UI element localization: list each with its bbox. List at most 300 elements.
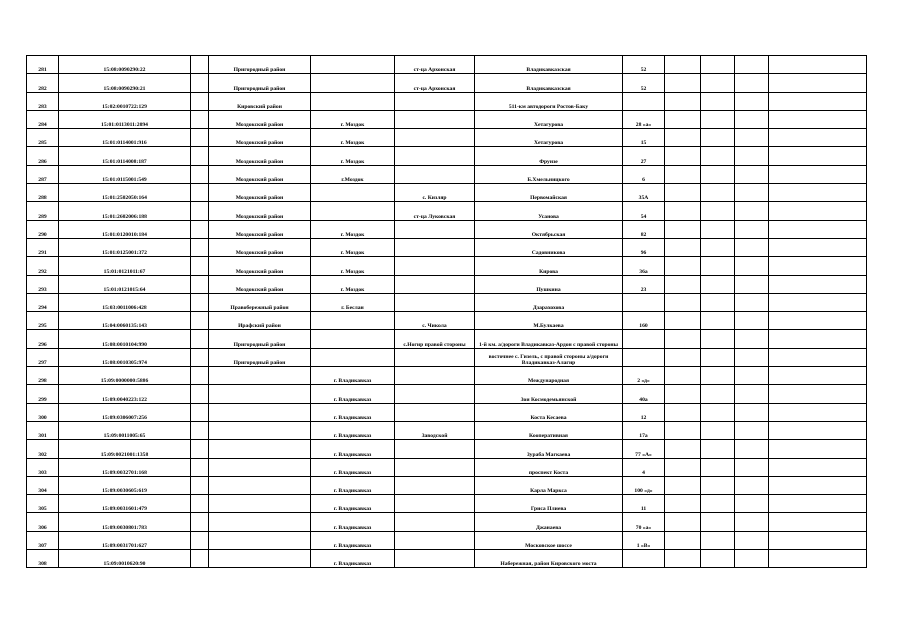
table-row xyxy=(27,92,867,110)
extra-cell-2 xyxy=(701,238,735,256)
district-cell xyxy=(209,403,311,421)
district-cell: Моздокский район xyxy=(209,129,311,147)
extra-cell-2 xyxy=(701,257,735,275)
district-cell: Кировский район xyxy=(209,92,311,110)
empty-cell xyxy=(769,476,867,494)
table-row xyxy=(27,458,867,476)
house-number-cell: 54 xyxy=(623,202,665,220)
house-number-cell xyxy=(623,348,665,366)
house-number-cell xyxy=(623,293,665,311)
settlement-cell: с. Кизляр xyxy=(395,184,475,202)
extra-cell-1 xyxy=(665,184,701,202)
city-cell: г. Владикавказ xyxy=(311,513,395,531)
settlement-cell: с.Ногир правой стороны xyxy=(395,330,475,348)
extra-cell-3 xyxy=(735,458,769,476)
cadastral-number-cell: 15:04:0060135:143 xyxy=(59,312,191,330)
row-number-cell: 290 xyxy=(27,220,59,238)
house-number-cell: 52 xyxy=(623,74,665,92)
city-cell xyxy=(311,184,395,202)
row-number-cell: 294 xyxy=(27,293,59,311)
extra-cell-2 xyxy=(701,550,735,568)
extra-cell-1 xyxy=(665,275,701,293)
empty-cell xyxy=(191,257,209,275)
extra-cell-1 xyxy=(665,440,701,458)
city-cell: г. Моздок xyxy=(311,275,395,293)
street-cell: Зураба Магкаева xyxy=(475,440,623,458)
cadastral-number-cell: 15:08:0010104:990 xyxy=(59,330,191,348)
house-number-cell: 1 «В» xyxy=(623,531,665,549)
row-number-cell: 301 xyxy=(27,421,59,439)
extra-cell-2 xyxy=(701,330,735,348)
extra-cell-3 xyxy=(735,56,769,74)
row-number-cell: 297 xyxy=(27,348,59,366)
empty-cell xyxy=(191,293,209,311)
empty-cell xyxy=(769,275,867,293)
registry-sheet xyxy=(26,55,866,568)
district-cell: Моздокский район xyxy=(209,110,311,128)
empty-cell xyxy=(769,421,867,439)
house-number-cell: 100 «д» xyxy=(623,476,665,494)
empty-cell xyxy=(191,220,209,238)
extra-cell-3 xyxy=(735,330,769,348)
row-number-cell: 281 xyxy=(27,56,59,74)
city-cell: г. Моздок xyxy=(311,129,395,147)
city-cell: г.Моздок xyxy=(311,165,395,183)
table-row xyxy=(27,531,867,549)
row-number-cell: 291 xyxy=(27,238,59,256)
street-cell: Хетагурова xyxy=(475,110,623,128)
cadastral-number-cell: 15:01:0120010:184 xyxy=(59,220,191,238)
extra-cell-1 xyxy=(665,385,701,403)
extra-cell-1 xyxy=(665,110,701,128)
street-cell: Пушкина xyxy=(475,275,623,293)
settlement-cell xyxy=(395,476,475,494)
district-cell: Пригородный район xyxy=(209,74,311,92)
extra-cell-3 xyxy=(735,129,769,147)
empty-cell xyxy=(769,348,867,366)
district-cell xyxy=(209,495,311,513)
extra-cell-2 xyxy=(701,74,735,92)
empty-cell xyxy=(191,184,209,202)
house-number-cell: 2 «д» xyxy=(623,367,665,385)
city-cell xyxy=(311,348,395,366)
table-row xyxy=(27,129,867,147)
district-cell: Правобережный район xyxy=(209,293,311,311)
city-cell: г. Моздок xyxy=(311,220,395,238)
row-number-cell: 308 xyxy=(27,550,59,568)
city-cell: г. Беслан xyxy=(311,293,395,311)
house-number-cell: 96 xyxy=(623,238,665,256)
extra-cell-2 xyxy=(701,513,735,531)
city-cell xyxy=(311,312,395,330)
extra-cell-1 xyxy=(665,513,701,531)
extra-cell-1 xyxy=(665,129,701,147)
street-cell: Дзарахохова xyxy=(475,293,623,311)
table-row xyxy=(27,348,867,366)
extra-cell-2 xyxy=(701,458,735,476)
house-number-cell: 27 xyxy=(623,147,665,165)
row-number-cell: 293 xyxy=(27,275,59,293)
row-number-cell: 289 xyxy=(27,202,59,220)
extra-cell-2 xyxy=(701,202,735,220)
extra-cell-3 xyxy=(735,184,769,202)
extra-cell-3 xyxy=(735,403,769,421)
street-cell: Коста Кесаева xyxy=(475,403,623,421)
empty-cell xyxy=(191,74,209,92)
cadastral-number-cell: 15:09:0031601:479 xyxy=(59,495,191,513)
extra-cell-1 xyxy=(665,147,701,165)
row-number-cell: 303 xyxy=(27,458,59,476)
extra-cell-3 xyxy=(735,513,769,531)
extra-cell-3 xyxy=(735,74,769,92)
district-cell: Моздокский район xyxy=(209,202,311,220)
house-number-cell: 77 «А» xyxy=(623,440,665,458)
extra-cell-1 xyxy=(665,257,701,275)
empty-cell xyxy=(769,458,867,476)
extra-cell-3 xyxy=(735,476,769,494)
district-cell xyxy=(209,367,311,385)
table-row xyxy=(27,476,867,494)
empty-cell xyxy=(769,220,867,238)
empty-cell xyxy=(191,165,209,183)
settlement-cell xyxy=(395,129,475,147)
settlement-cell xyxy=(395,385,475,403)
district-cell: Ирафский район xyxy=(209,312,311,330)
house-number-cell: 15 xyxy=(623,129,665,147)
extra-cell-3 xyxy=(735,421,769,439)
extra-cell-3 xyxy=(735,495,769,513)
empty-cell xyxy=(191,403,209,421)
extra-cell-3 xyxy=(735,275,769,293)
extra-cell-2 xyxy=(701,92,735,110)
extra-cell-2 xyxy=(701,184,735,202)
extra-cell-3 xyxy=(735,147,769,165)
house-number-cell: 17а xyxy=(623,421,665,439)
street-cell: Октябрьская xyxy=(475,220,623,238)
street-cell: Зои Космодемьянской xyxy=(475,385,623,403)
city-cell: г. Моздок xyxy=(311,238,395,256)
district-cell: Моздокский район xyxy=(209,238,311,256)
street-cell: Первомайская xyxy=(475,184,623,202)
house-number-cell: 70 «а» xyxy=(623,513,665,531)
house-number-cell xyxy=(623,550,665,568)
cadastral-number-cell: 15:08:0090290:22 xyxy=(59,56,191,74)
city-cell: г. Владикавказ xyxy=(311,495,395,513)
table-row xyxy=(27,275,867,293)
row-number-cell: 287 xyxy=(27,165,59,183)
street-cell: Фрунзе xyxy=(475,147,623,165)
table-row xyxy=(27,330,867,348)
street-cell: М.Булкаева xyxy=(475,312,623,330)
settlement-cell xyxy=(395,403,475,421)
house-number-cell: 36а xyxy=(623,257,665,275)
cadastral-number-cell: 15:09:0031701:627 xyxy=(59,531,191,549)
empty-cell xyxy=(191,202,209,220)
district-cell xyxy=(209,513,311,531)
extra-cell-1 xyxy=(665,74,701,92)
empty-cell xyxy=(769,56,867,74)
house-number-cell: 4 xyxy=(623,458,665,476)
house-number-cell: 40а xyxy=(623,385,665,403)
empty-cell xyxy=(191,348,209,366)
cadastral-number-cell: 15:01:0115001:549 xyxy=(59,165,191,183)
extra-cell-1 xyxy=(665,476,701,494)
street-cell: Гриса Плиева xyxy=(475,495,623,513)
extra-cell-1 xyxy=(665,330,701,348)
extra-cell-3 xyxy=(735,293,769,311)
settlement-cell xyxy=(395,550,475,568)
row-number-cell: 302 xyxy=(27,440,59,458)
settlement-cell xyxy=(395,147,475,165)
settlement-cell xyxy=(395,220,475,238)
house-number-cell xyxy=(623,92,665,110)
empty-cell xyxy=(191,56,209,74)
street-cell: Джанаева xyxy=(475,513,623,531)
extra-cell-2 xyxy=(701,531,735,549)
row-number-cell: 286 xyxy=(27,147,59,165)
city-cell: г. Моздок xyxy=(311,147,395,165)
empty-cell xyxy=(191,110,209,128)
extra-cell-2 xyxy=(701,275,735,293)
empty-cell xyxy=(769,92,867,110)
empty-cell xyxy=(191,476,209,494)
extra-cell-3 xyxy=(735,367,769,385)
extra-cell-2 xyxy=(701,385,735,403)
settlement-cell xyxy=(395,293,475,311)
city-cell: г. Владикавказ xyxy=(311,550,395,568)
table-row xyxy=(27,147,867,165)
district-cell: Моздокский район xyxy=(209,184,311,202)
settlement-cell xyxy=(395,110,475,128)
table-row xyxy=(27,403,867,421)
empty-cell xyxy=(191,421,209,439)
extra-cell-3 xyxy=(735,202,769,220)
row-number-cell: 304 xyxy=(27,476,59,494)
cadastral-number-cell: 15:08:0010305:974 xyxy=(59,348,191,366)
street-cell: 511-км автодороги Ростов-Баку xyxy=(475,92,623,110)
cadastral-number-cell: 15:02:0010722:129 xyxy=(59,92,191,110)
extra-cell-1 xyxy=(665,348,701,366)
table-row xyxy=(27,74,867,92)
row-number-cell: 284 xyxy=(27,110,59,128)
empty-cell xyxy=(769,238,867,256)
house-number-cell: 52 xyxy=(623,56,665,74)
extra-cell-1 xyxy=(665,92,701,110)
extra-cell-1 xyxy=(665,421,701,439)
empty-cell xyxy=(769,531,867,549)
empty-cell xyxy=(191,458,209,476)
empty-cell xyxy=(769,495,867,513)
extra-cell-2 xyxy=(701,56,735,74)
settlement-cell xyxy=(395,238,475,256)
table-row xyxy=(27,440,867,458)
extra-cell-2 xyxy=(701,129,735,147)
city-cell: г. Владикавказ xyxy=(311,385,395,403)
district-cell: Пригородный район xyxy=(209,56,311,74)
extra-cell-1 xyxy=(665,202,701,220)
cadastral-number-cell: 15:09:0032701:168 xyxy=(59,458,191,476)
extra-cell-2 xyxy=(701,495,735,513)
district-cell xyxy=(209,421,311,439)
empty-cell xyxy=(769,513,867,531)
extra-cell-3 xyxy=(735,165,769,183)
empty-cell xyxy=(191,312,209,330)
table-row xyxy=(27,312,867,330)
settlement-cell xyxy=(395,348,475,366)
cadastral-number-cell: 15:09:0306007:256 xyxy=(59,403,191,421)
cadastral-number-cell: 15:01:0114008:187 xyxy=(59,147,191,165)
property-registry-table xyxy=(26,55,867,568)
cadastral-number-cell: 15:09:0000000:5886 xyxy=(59,367,191,385)
table-row xyxy=(27,220,867,238)
extra-cell-2 xyxy=(701,147,735,165)
house-number-cell: 12 xyxy=(623,403,665,421)
empty-cell xyxy=(769,257,867,275)
street-cell: Б.Хмельницкого xyxy=(475,165,623,183)
empty-cell xyxy=(769,330,867,348)
house-number-cell: 35А xyxy=(623,184,665,202)
row-number-cell: 288 xyxy=(27,184,59,202)
cadastral-number-cell: 15:09:0030605:619 xyxy=(59,476,191,494)
city-cell xyxy=(311,74,395,92)
extra-cell-1 xyxy=(665,495,701,513)
extra-cell-1 xyxy=(665,312,701,330)
city-cell: г. Владикавказ xyxy=(311,476,395,494)
city-cell xyxy=(311,92,395,110)
extra-cell-2 xyxy=(701,440,735,458)
settlement-cell xyxy=(395,275,475,293)
settlement-cell xyxy=(395,440,475,458)
row-number-cell: 283 xyxy=(27,92,59,110)
settlement-cell xyxy=(395,165,475,183)
settlement-cell xyxy=(395,92,475,110)
extra-cell-2 xyxy=(701,421,735,439)
empty-cell xyxy=(191,495,209,513)
extra-cell-2 xyxy=(701,312,735,330)
extra-cell-2 xyxy=(701,403,735,421)
table-row xyxy=(27,202,867,220)
empty-cell xyxy=(769,312,867,330)
settlement-cell: ст-ца Луковская xyxy=(395,202,475,220)
settlement-cell: ст-ца Архонская xyxy=(395,74,475,92)
empty-cell xyxy=(191,513,209,531)
city-cell: г. Владикавказ xyxy=(311,531,395,549)
row-number-cell: 295 xyxy=(27,312,59,330)
district-cell xyxy=(209,531,311,549)
district-cell: Моздокский район xyxy=(209,147,311,165)
table-row xyxy=(27,513,867,531)
row-number-cell: 296 xyxy=(27,330,59,348)
empty-cell xyxy=(769,385,867,403)
empty-cell xyxy=(191,330,209,348)
row-number-cell: 305 xyxy=(27,495,59,513)
district-cell: Пригородный район xyxy=(209,330,311,348)
empty-cell xyxy=(769,202,867,220)
settlement-cell xyxy=(395,513,475,531)
extra-cell-1 xyxy=(665,56,701,74)
city-cell: г. Владикавказ xyxy=(311,421,395,439)
table-row xyxy=(27,385,867,403)
row-number-cell: 298 xyxy=(27,367,59,385)
house-number-cell: 11 xyxy=(623,495,665,513)
settlement-cell: ст-ца Архонская xyxy=(395,56,475,74)
row-number-cell: 285 xyxy=(27,129,59,147)
row-number-cell: 292 xyxy=(27,257,59,275)
cadastral-number-cell: 15:01:2502050:164 xyxy=(59,184,191,202)
empty-cell xyxy=(769,74,867,92)
city-cell: г. Моздок xyxy=(311,110,395,128)
extra-cell-3 xyxy=(735,238,769,256)
street-cell: проспект Коста xyxy=(475,458,623,476)
empty-cell xyxy=(769,110,867,128)
table-row xyxy=(27,421,867,439)
district-cell: Моздокский район xyxy=(209,165,311,183)
table-row xyxy=(27,550,867,568)
empty-cell xyxy=(769,293,867,311)
extra-cell-1 xyxy=(665,238,701,256)
row-number-cell: 300 xyxy=(27,403,59,421)
city-cell xyxy=(311,202,395,220)
table-row xyxy=(27,367,867,385)
table-row xyxy=(27,110,867,128)
house-number-cell xyxy=(623,330,665,348)
table-row xyxy=(27,165,867,183)
street-cell: Кооперативная xyxy=(475,421,623,439)
empty-cell xyxy=(769,129,867,147)
cadastral-number-cell: 15:01:0114001:916 xyxy=(59,129,191,147)
extra-cell-3 xyxy=(735,312,769,330)
extra-cell-1 xyxy=(665,550,701,568)
table-row xyxy=(27,293,867,311)
table-row xyxy=(27,238,867,256)
empty-cell xyxy=(769,367,867,385)
cadastral-number-cell: 15:09:0040223:122 xyxy=(59,385,191,403)
district-cell xyxy=(209,476,311,494)
empty-cell xyxy=(191,550,209,568)
extra-cell-2 xyxy=(701,367,735,385)
extra-cell-1 xyxy=(665,458,701,476)
empty-cell xyxy=(191,238,209,256)
extra-cell-2 xyxy=(701,220,735,238)
extra-cell-1 xyxy=(665,165,701,183)
empty-cell xyxy=(191,92,209,110)
city-cell xyxy=(311,56,395,74)
row-number-cell: 307 xyxy=(27,531,59,549)
extra-cell-3 xyxy=(735,385,769,403)
extra-cell-3 xyxy=(735,257,769,275)
cadastral-number-cell: 15:09:0010620:90 xyxy=(59,550,191,568)
extra-cell-1 xyxy=(665,531,701,549)
empty-cell xyxy=(769,403,867,421)
table-row xyxy=(27,257,867,275)
district-cell: Моздокский район xyxy=(209,220,311,238)
street-cell: Карла Маркса xyxy=(475,476,623,494)
district-cell xyxy=(209,385,311,403)
cadastral-number-cell: 15:01:0121015:64 xyxy=(59,275,191,293)
house-number-cell: 82 xyxy=(623,220,665,238)
extra-cell-3 xyxy=(735,92,769,110)
extra-cell-2 xyxy=(701,165,735,183)
row-number-cell: 306 xyxy=(27,513,59,531)
house-number-cell: 23 xyxy=(623,275,665,293)
district-cell: Пригородный район xyxy=(209,348,311,366)
empty-cell xyxy=(191,440,209,458)
table-row xyxy=(27,495,867,513)
empty-cell xyxy=(191,129,209,147)
house-number-cell: 160 xyxy=(623,312,665,330)
district-cell xyxy=(209,550,311,568)
empty-cell xyxy=(769,147,867,165)
